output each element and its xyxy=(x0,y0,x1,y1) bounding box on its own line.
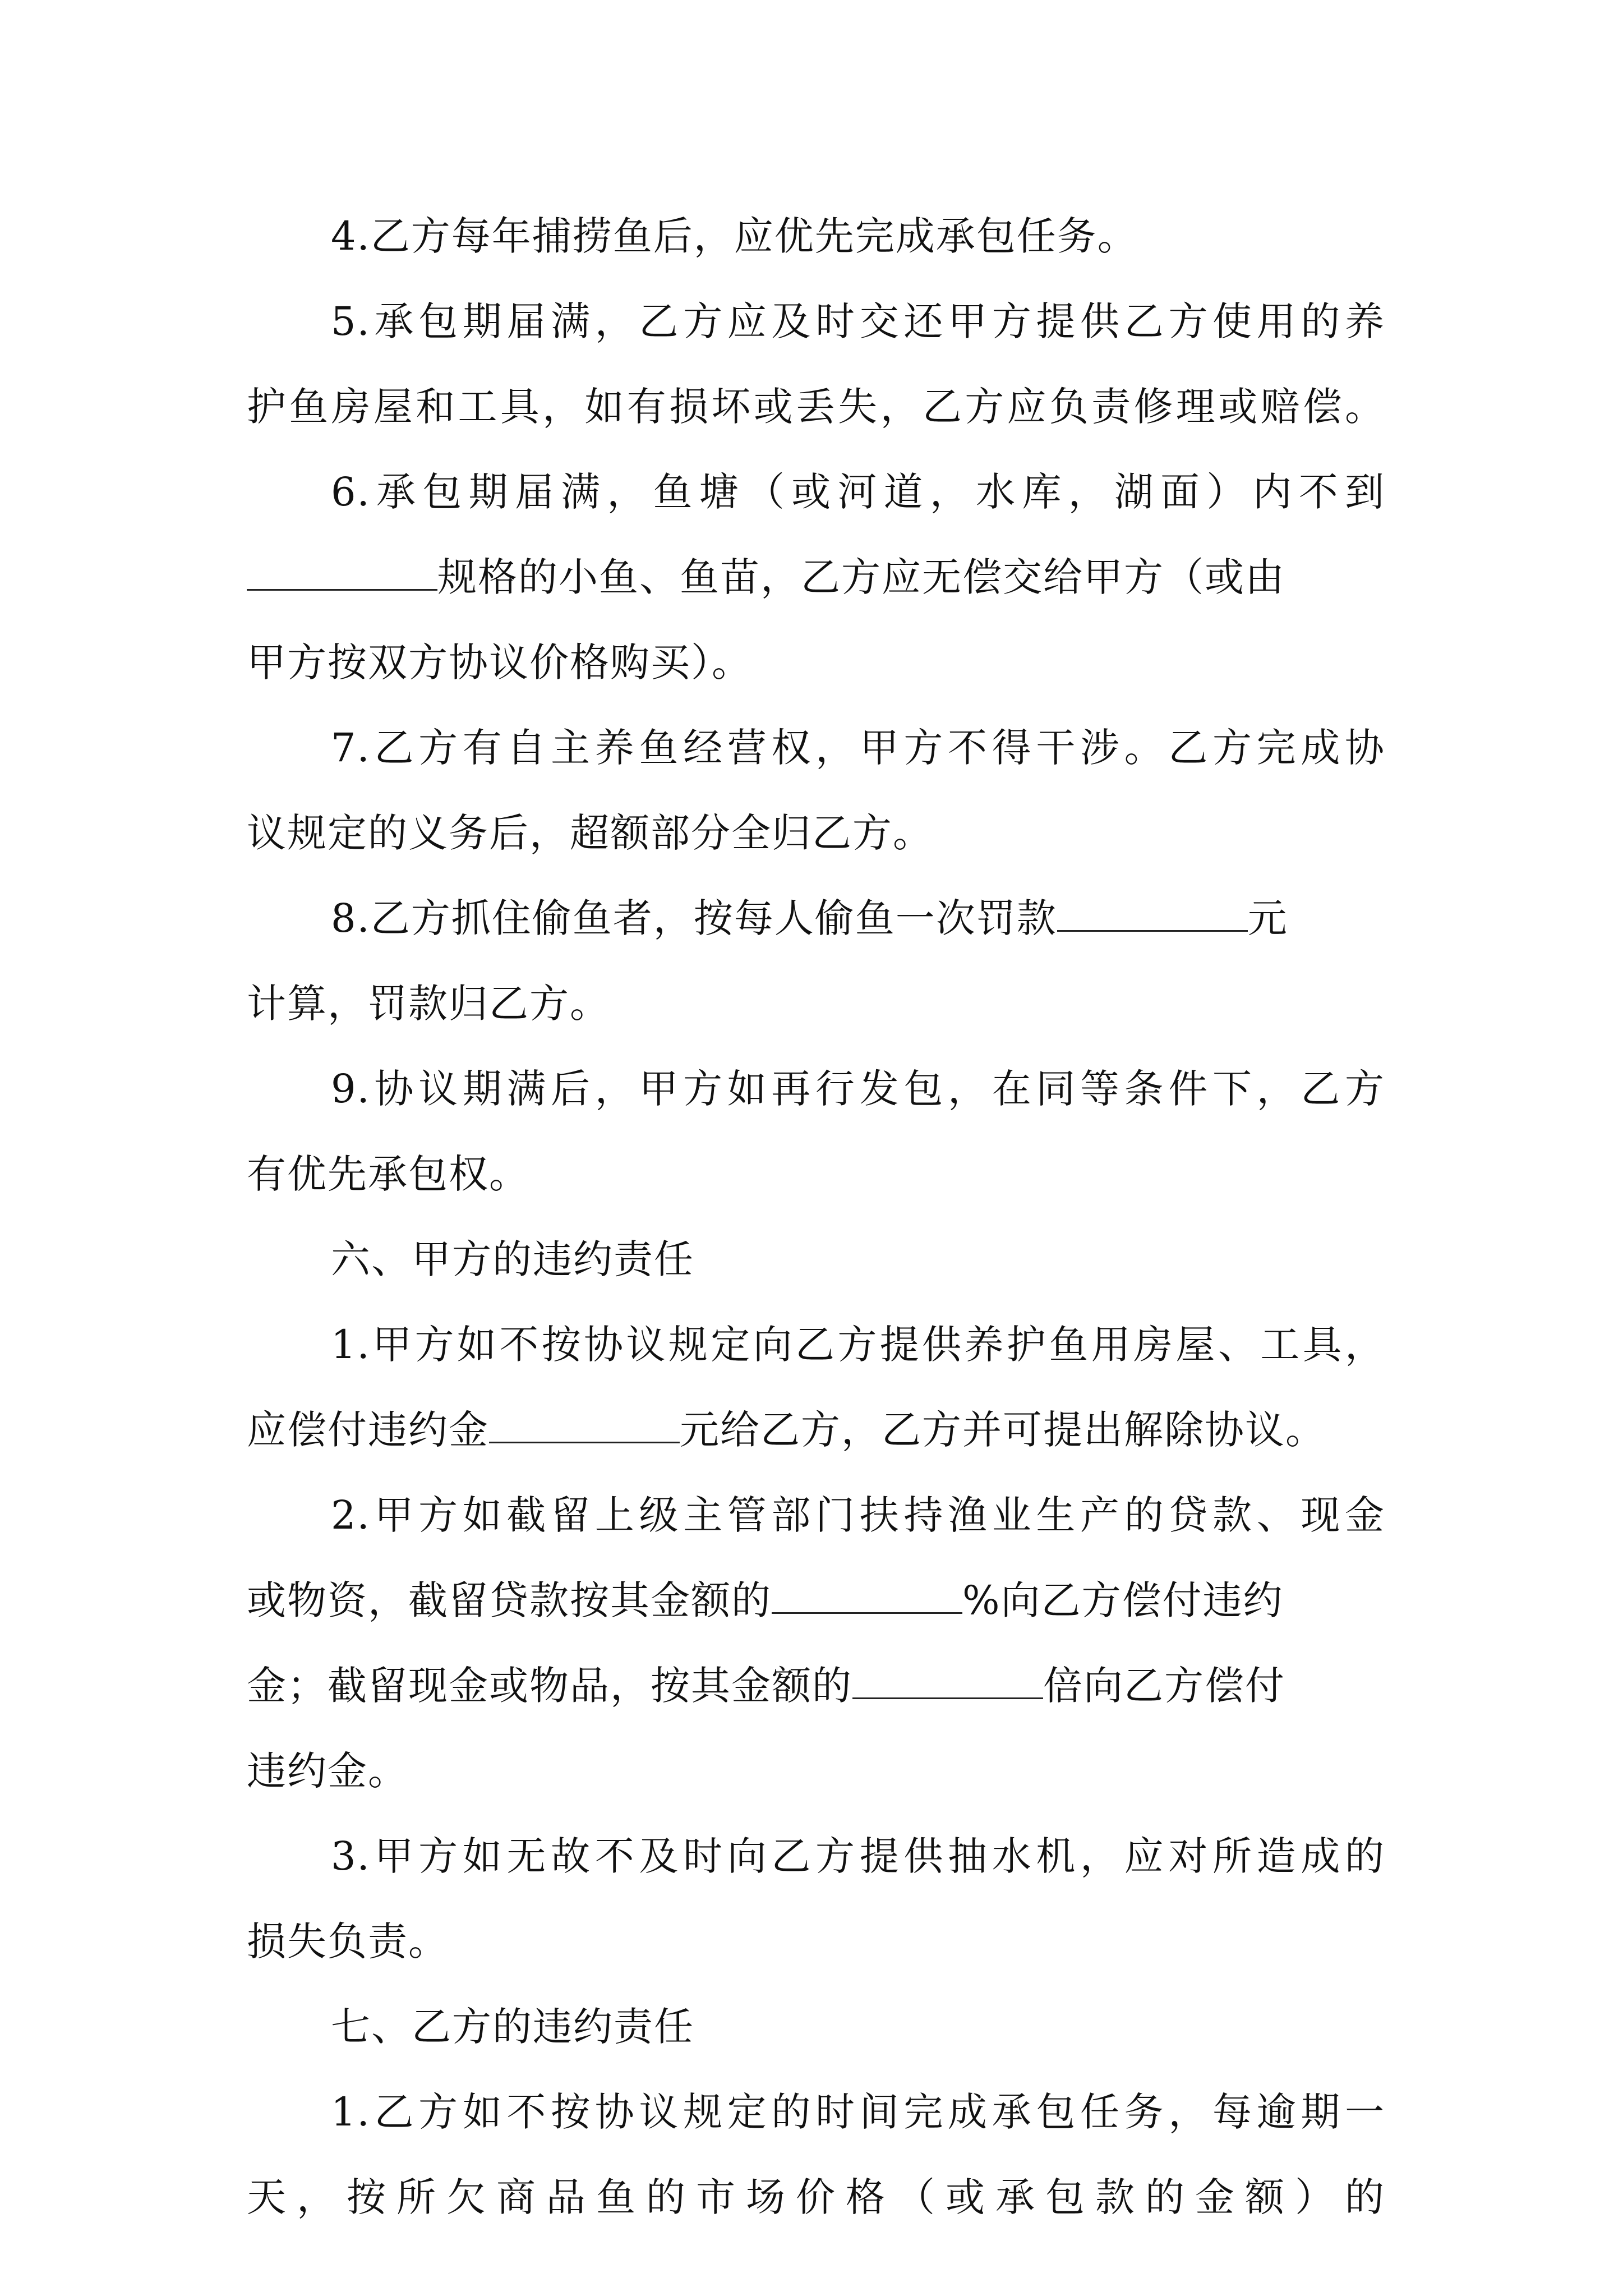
clause-line xyxy=(247,535,1385,620)
fill-in-blank xyxy=(489,1410,680,1443)
clause-line xyxy=(247,1643,1385,1728)
line-text: 7.乙方有自主养鱼经营权，甲方不得干涉。乙方完成协 xyxy=(331,725,1385,771)
document-body xyxy=(247,194,1385,2240)
line-text: 8.乙方抓住偷鱼者，按每人偷鱼一次罚款 xyxy=(331,895,1057,941)
clause-line xyxy=(247,876,1385,961)
clause-line xyxy=(247,1558,1385,1643)
clause-line xyxy=(247,2155,1385,2240)
line-text: 5.承包期届满，乙方应及时交还甲方提供乙方使用的养 xyxy=(331,298,1385,344)
line-text: 甲方按双方协议价格购买）。 xyxy=(247,639,752,685)
line-text: 损失负责。 xyxy=(247,1918,449,1964)
fill-in-blank xyxy=(772,1581,962,1614)
clause-line xyxy=(247,1387,1385,1473)
fill-in-blank xyxy=(1057,899,1248,932)
section-heading xyxy=(247,1984,1385,2069)
heading-text: 六、甲方的违约责任 xyxy=(331,1236,694,1282)
line-text: 元给乙方，乙方并可提出解除协议。 xyxy=(680,1407,1326,1453)
clause-line xyxy=(247,1728,1385,1814)
clause-line xyxy=(247,449,1385,535)
line-text: 6.承包期届满，鱼塘（或河道，水库，湖面）内不到 xyxy=(331,469,1385,515)
clause-line xyxy=(247,790,1385,876)
line-text: 元 xyxy=(1247,895,1288,941)
fill-in-blank xyxy=(247,558,437,591)
clause-line xyxy=(247,364,1385,449)
line-text: 3.甲方如无故不及时向乙方提供抽水机，应对所造成的 xyxy=(331,1833,1385,1879)
clause-line xyxy=(247,1473,1385,1558)
clause-line xyxy=(247,279,1385,364)
clause-line xyxy=(247,1131,1385,1217)
fill-in-blank xyxy=(852,1666,1043,1699)
line-text: 天，按所欠商品鱼的市场价格（或承包款的金额）的 xyxy=(247,2174,1385,2220)
line-text: 1.甲方如不按协议规定向乙方提供养护鱼用房屋、工具， xyxy=(331,1322,1385,1368)
line-text: 倍向乙方偿付 xyxy=(1043,1663,1285,1709)
line-text: 有优先承包权。 xyxy=(247,1151,529,1197)
line-text: 护鱼房屋和工具，如有损坏或丢失，乙方应负责修理或赔偿。 xyxy=(247,384,1385,430)
clause-line xyxy=(247,705,1385,790)
line-text: 违约金。 xyxy=(247,1748,408,1794)
clause-line xyxy=(247,194,1385,279)
clause-line xyxy=(247,961,1385,1046)
line-text: 应偿付违约金 xyxy=(247,1407,489,1453)
clause-line xyxy=(247,1899,1385,1984)
clause-line xyxy=(247,1302,1385,1387)
line-text: %向乙方偿付违约 xyxy=(962,1577,1284,1623)
clause-line xyxy=(247,2069,1385,2155)
line-text: 金；截留现金或物品，按其金额的 xyxy=(247,1663,852,1709)
line-text: 9.协议期满后，甲方如再行发包，在同等条件下，乙方 xyxy=(331,1066,1385,1112)
clause-line xyxy=(247,1814,1385,1899)
line-text: 规格的小鱼、鱼苗，乙方应无偿交给甲方（或由 xyxy=(437,554,1285,600)
line-text: 2.甲方如截留上级主管部门扶持渔业生产的贷款、现金 xyxy=(331,1492,1385,1538)
heading-text: 七、乙方的违约责任 xyxy=(331,2004,694,2050)
line-text: 议规定的义务后，超额部分全归乙方。 xyxy=(247,810,933,856)
clause-line xyxy=(247,620,1385,705)
line-text: 计算，罚款归乙方。 xyxy=(247,981,610,1027)
line-text: 4.乙方每年捕捞鱼后，应优先完成承包任务。 xyxy=(331,213,1138,259)
section-heading xyxy=(247,1217,1385,1302)
line-text: 1.乙方如不按协议规定的时间完成承包任务，每逾期一 xyxy=(331,2089,1385,2135)
clause-line xyxy=(247,1046,1385,1131)
line-text: 或物资，截留贷款按其金额的 xyxy=(247,1577,772,1623)
